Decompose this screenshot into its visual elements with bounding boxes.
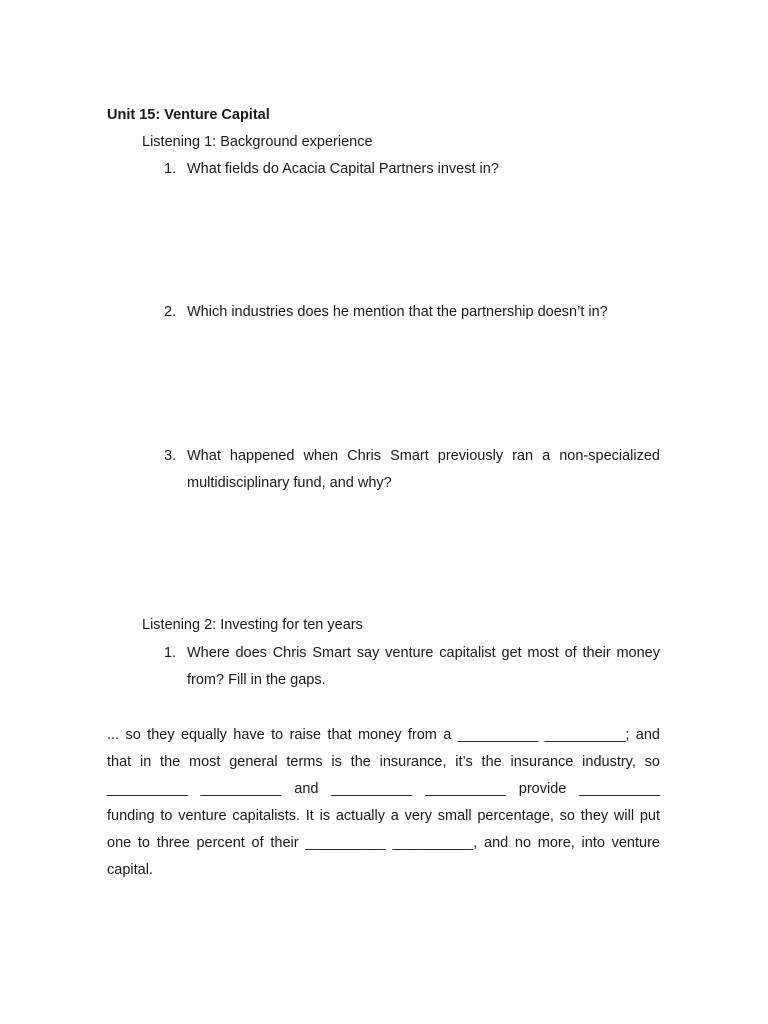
question-text-line1: What happened when Chris Smart previously ran a non-specialized <box>187 448 660 464</box>
gap-fill-paragraph <box>107 722 660 884</box>
paragraph-line: funding to venture capitalists. It is actually a very small percentage, so they will put <box>107 808 660 824</box>
paragraph-line: __________ __________ and __________ __________ provide __________ <box>107 781 660 797</box>
listening1-heading: Listening 1: Background experience <box>142 134 373 150</box>
question-number: 2. <box>164 304 177 320</box>
question-text-line1: Where does Chris Smart say venture capitalist get most of their money <box>187 645 660 661</box>
question-number: 1. <box>164 161 177 177</box>
paragraph-line: that in the most general terms is the insurance, it’s the insurance industry, so <box>107 754 660 770</box>
question-text: Which industries does he mention that the partnership doesn’t in? <box>187 304 608 320</box>
question-text-line2: from? Fill in the gaps. <box>187 672 326 688</box>
paragraph-line: ... so they equally have to raise that money from a __________ __________; and <box>107 727 660 743</box>
unit-title: Unit 15: Venture Capital <box>107 107 270 123</box>
paragraph-line: capital. <box>107 862 153 878</box>
listening2-heading: Listening 2: Investing for ten years <box>142 617 363 633</box>
question-number: 1. <box>164 645 177 661</box>
paragraph-line: one to three percent of their __________ __________, and no more, into venture <box>107 835 660 851</box>
question-text-line2: multidisciplinary fund, and why? <box>187 475 392 491</box>
question-text: What fields do Acacia Capital Partners invest in? <box>187 161 499 177</box>
question-number: 3. <box>164 448 177 464</box>
